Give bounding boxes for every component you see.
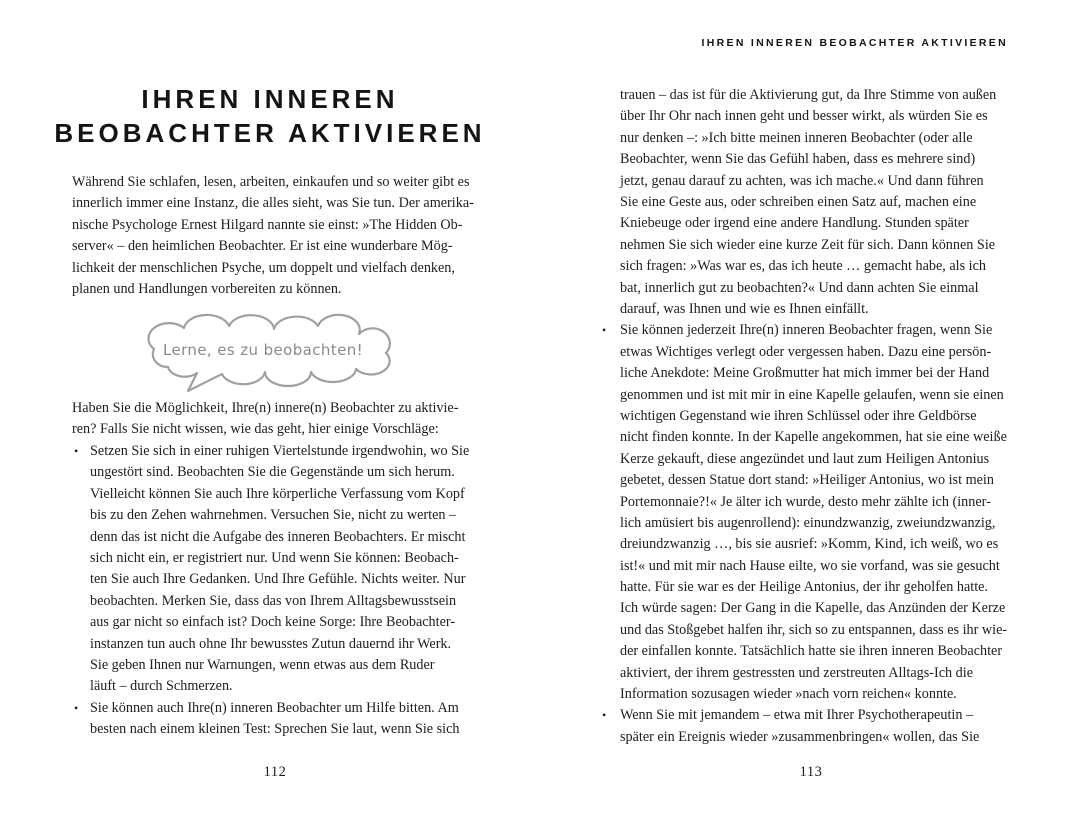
bullet-list (72, 441, 512, 740)
text-line: denn das ist nicht die Aufgabe des inneren Beobachters. Er mischt (90, 528, 466, 545)
text-line: Vielleicht können Sie auch Ihre körperliche Verfassung vom Kopf (90, 485, 465, 502)
text-line: Haben Sie die Möglichkeit, Ihre(n) innere(n) Beobachter zu aktivie- (72, 400, 459, 416)
text-line: läuft – durch Schmerzen. (90, 678, 233, 695)
text-line: jetzt, genau darauf zu achten, was ich mache.« Und dann führen (620, 172, 984, 189)
running-head: IHREN INNEREN BEOBACHTER AKTIVIEREN (701, 37, 1008, 49)
bullet-marker: • (602, 323, 607, 338)
text-line: trauen – das ist für die Aktivierung gut, da Ihre Stimme von außen (620, 87, 997, 103)
text-line: Sie können auch Ihre(n) inneren Beobachter um Hilfe bitten. Am (90, 699, 459, 716)
list-item-text (620, 705, 1050, 748)
speech-bubble (134, 311, 406, 397)
text-line: ist!« und mit mir nach Hause eilte, wo sie vorfand, was sie gesucht (620, 557, 1000, 574)
text-line: genommen und ist mit mir in eine Kapelle gelaufen, wenn sie einen (620, 386, 1004, 403)
text-line: darauf, was Ihnen und wie es Ihnen einfällt. (620, 300, 869, 317)
text-line: planen und Handlungen vorbereiten zu können. (72, 280, 342, 297)
text-line: server« – den heimlichen Beobachter. Er ist eine wunderbare Mög- (72, 238, 453, 255)
list-item (600, 320, 1050, 705)
text-line: innerlich immer eine Instanz, die alles sieht, was Sie tun. Der amerika- (72, 195, 474, 212)
text-line: Kniebeuge oder irgend eine andere Handlung. Stunden später (620, 215, 969, 232)
text-line: Beobachter, wenn Sie das Gefühl haben, dass es mehrere sind) (620, 151, 976, 168)
text-line: BEOBACHTER AKTIVIEREN (54, 118, 486, 148)
continuation-paragraph (620, 85, 1050, 320)
text-line: aus gar nicht so einfach ist? Doch keine Sorge: Ihre Beobachter- (90, 614, 456, 631)
list-item-text (90, 698, 512, 741)
text-line: bat, innerlich gut zu beobachten?« Und dann achten Sie einmal (620, 279, 979, 296)
text-line: nicht finden konnte. In der Kapelle angekommen, hat sie eine weiße (620, 429, 1007, 446)
text-line: über Ihr Ohr nach innen geht und besser wirkt, als würden Sie es (620, 108, 988, 125)
text-line: hatte. Für sie war es der Heilige Antonius, der ihr geholfen hatte. (620, 579, 988, 596)
text-line: Information sozusagen wieder »nach vorn reichen« konnte. (620, 686, 957, 703)
text-line: der einfallen konnte. Tatsächlich hatte sie ihren inneren Beobachter (620, 643, 1003, 660)
text-line: Sie geben Ihnen nur Warnungen, wenn etwas aus dem Ruder (90, 656, 435, 673)
text-line: besten nach einem kleinen Test: Sprechen Sie laut, wenn Sie sich (90, 721, 460, 738)
text-line: gebetet, dessen Statue dort stand: »Heiliger Antonius, wo ist mein (620, 472, 994, 489)
text-line: liche Anekdote: Meine Großmutter hat mich immer bei der Hand (620, 365, 990, 382)
text-line: lich amüsiert bis augenrollend): einundzwanzig, zweiundzwanzig, (620, 514, 996, 531)
text-line: ten Sie auch Ihre Gedanken. Und Ihre Gefühle. Nichts weiter. Nur (90, 571, 466, 588)
bullet-marker: • (74, 700, 79, 715)
list-item (72, 698, 512, 741)
bullet-marker: • (74, 444, 79, 458)
text-line: Kerze gekauft, diese angezündet und laut zum Heiligen Antonius (620, 450, 990, 467)
list-item (72, 441, 512, 698)
text-line: Sie eine Geste aus, oder schreiben einen Satz auf, machen eine (620, 193, 977, 210)
intro-paragraph (72, 172, 502, 300)
text-line: beobachten. Merken Sie, dass das von Ihrem Alltagsbewusstsein (90, 592, 457, 609)
text-line: ungestört sind. Beobachten Sie die Gegenstände um sich herum. (90, 464, 455, 481)
text-line: Setzen Sie sich in einer ruhigen Viertelstunde irgendwohin, wo Sie (90, 443, 470, 459)
bullet-marker: • (602, 708, 607, 723)
page-number-left: 112 (263, 764, 287, 780)
lead-paragraph (72, 398, 502, 441)
text-line: Wenn Sie mit jemandem – etwa mit Ihrer Psychotherapeutin – (620, 707, 974, 724)
list-item (600, 705, 1050, 748)
text-line: wichtigen Gegenstand wie ihren Schlüssel oder ihre Geldbörse (620, 407, 977, 424)
list-item-text (620, 320, 1050, 705)
text-line: etwas Wichtiges verlegt oder vergessen haben. Dazu eine persön- (620, 343, 992, 360)
text-line: IHREN INNEREN (141, 84, 399, 114)
text-line: bis zu den Zehen wahrnehmen. Versuchen Sie, nicht zu werten – (90, 507, 457, 524)
right-page (540, 0, 1080, 840)
text-line: und das Stoßgebet halfen ihr, sich so zu entspannen, dass es ihr wie- (620, 621, 1008, 638)
text-line: Während Sie schlafen, lesen, arbeiten, einkaufen und so weiter gibt es (72, 174, 470, 190)
page-number-right: 113 (799, 764, 823, 780)
text-line: dreiundzwanzig …, bis sie ausrief: »Komm, Kind, ich weiß, wo es (620, 536, 999, 553)
text-line: sich nicht ein, er registriert nur. Und wenn Sie können: Beobach- (90, 549, 459, 566)
text-line: ren? Falls Sie nicht wissen, wie das geht, hier einige Vorschläge: (72, 421, 439, 438)
text-line: später ein Ereignis wieder »zusammenbringen« wollen, das Sie (620, 728, 980, 745)
text-line: nur denken –: »Ich bitte meinen inneren Beobachter (oder alle (620, 129, 973, 146)
text-line: instanzen tun auch ohne Ihr bewusstes Zutun dauernd ihr Werk. (90, 635, 452, 652)
text-line: aktiviert, der ihrem gestressten und zerstreuten Alltags-Ich die (620, 664, 973, 681)
text-line: Portemonnaie?!« Je älter ich wurde, desto mehr zählte ich (inner- (620, 493, 991, 510)
chapter-title (0, 82, 540, 150)
text-line: Ich würde sagen: Der Gang in die Kapelle, das Anzünden der Kerze (620, 600, 1006, 617)
text-line: lichkeit der menschlichen Psyche, um doppelt und vielfach denken, (72, 259, 455, 276)
list-item-text (90, 441, 512, 698)
text-line: nische Psychologe Ernest Hilgard nannte sie einst: »The Hidden Ob- (72, 216, 463, 233)
text-line: nehmen Sie sich wieder eine kurze Zeit für sich. Dann können Sie (620, 236, 996, 253)
speech-bubble-text: Lerne, es zu beobachten! (162, 341, 364, 359)
bullet-list (600, 320, 1050, 748)
text-line: Sie können jederzeit Ihre(n) inneren Beobachter fragen, wenn Sie (620, 322, 993, 339)
text-line: sich fragen: »Was war es, das ich heute … gemacht habe, als ich (620, 258, 987, 275)
